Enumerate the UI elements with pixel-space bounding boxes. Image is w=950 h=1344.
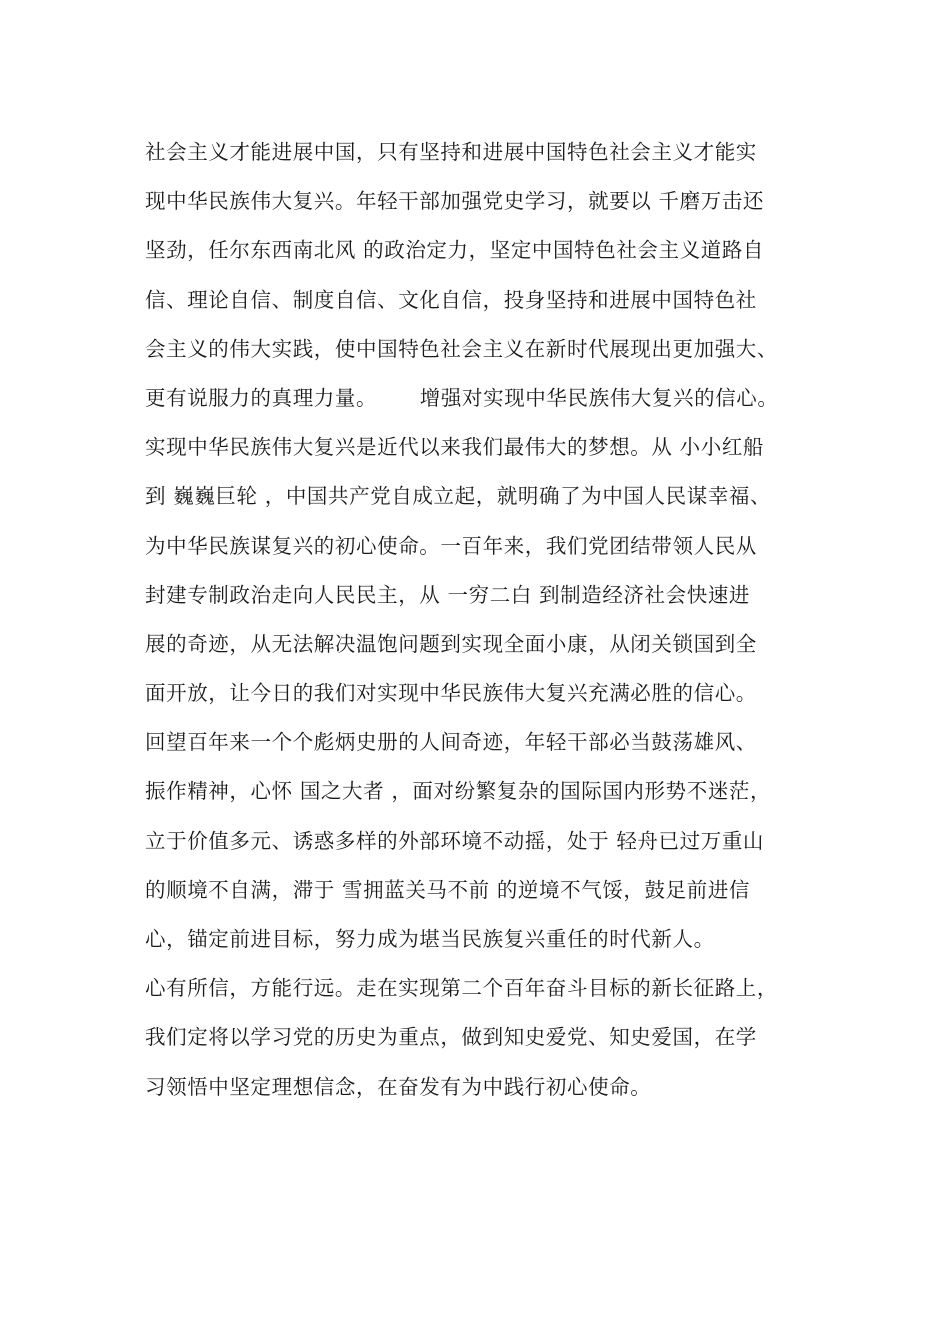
text-line: 信、理论自信、制度自信、文化自信，投身坚持和进展中国特色社 [145, 287, 757, 312]
text-line: 我们定将以学习党的历史为重点，做到知史爱党、知史爱国，在学 [145, 1025, 757, 1050]
body-text [145, 128, 835, 1112]
text-line: 更有说服力的真理力量。 增强对实现中华民族伟大复兴的信心。 [145, 385, 779, 410]
text-line: 坚劲，任尔东西南北风 的政治定力，坚定中国特色社会主义道路自 [145, 238, 765, 263]
text-line: 心，锚定前进目标，努力成为堪当民族复兴重任的时代新人。 [145, 927, 715, 951]
text-line: 封建专制政治走向人民民主，从 一穷二白 到制造经济社会快速进 [145, 582, 751, 607]
text-line: 习领悟中坚定理想信念，在奋发有为中践行初心使命。 [145, 1074, 652, 1099]
text-line: 会主义的伟大实践，使中国特色社会主义在新时代展现出更加强大、 [145, 336, 778, 361]
text-line: 展的奇迹，从无法解决温饱问题到实现全面小康，从闭关锁国到全 [145, 631, 757, 656]
text-line: 面开放，让今日的我们对实现中华民族伟大复兴充满必胜的信心。 [145, 681, 757, 706]
text-line: 立于价值多元、诱惑多样的外部环境不动摇，处于 轻舟已过万重山 [145, 828, 765, 853]
text-line: 回望百年来一个个彪炳史册的人间奇迹，年轻干部必当鼓荡雄风、 [145, 730, 757, 755]
text-line: 心有所信，方能行远。走在实现第二个百年奋斗目标的新长征路上， [145, 976, 778, 1001]
text-line: 振作精神，心怀 国之大者 ，面对纷繁复杂的国际国内形势不迷茫， [145, 779, 772, 804]
text-line: 社会主义才能进展中国，只有坚持和进展中国特色社会主义才能实 [145, 140, 757, 164]
text-line: 现中华民族伟大复兴。年轻干部加强党史学习，就要以 千磨万击还 [145, 189, 765, 214]
text-line: 到 巍巍巨轮 ，中国共产党自成立起，就明确了为中国人民谋幸福、 [145, 484, 772, 509]
text-line: 实现中华民族伟大复兴是近代以来我们最伟大的梦想。从 小小红船 [145, 435, 765, 460]
text-line: 的顺境不自满，滞于 雪拥蓝关马不前 的逆境不气馁，鼓足前进信 [145, 877, 751, 902]
text-line: 为中华民族谋复兴的初心使命。一百年来，我们党团结带领人民从 [145, 533, 757, 558]
